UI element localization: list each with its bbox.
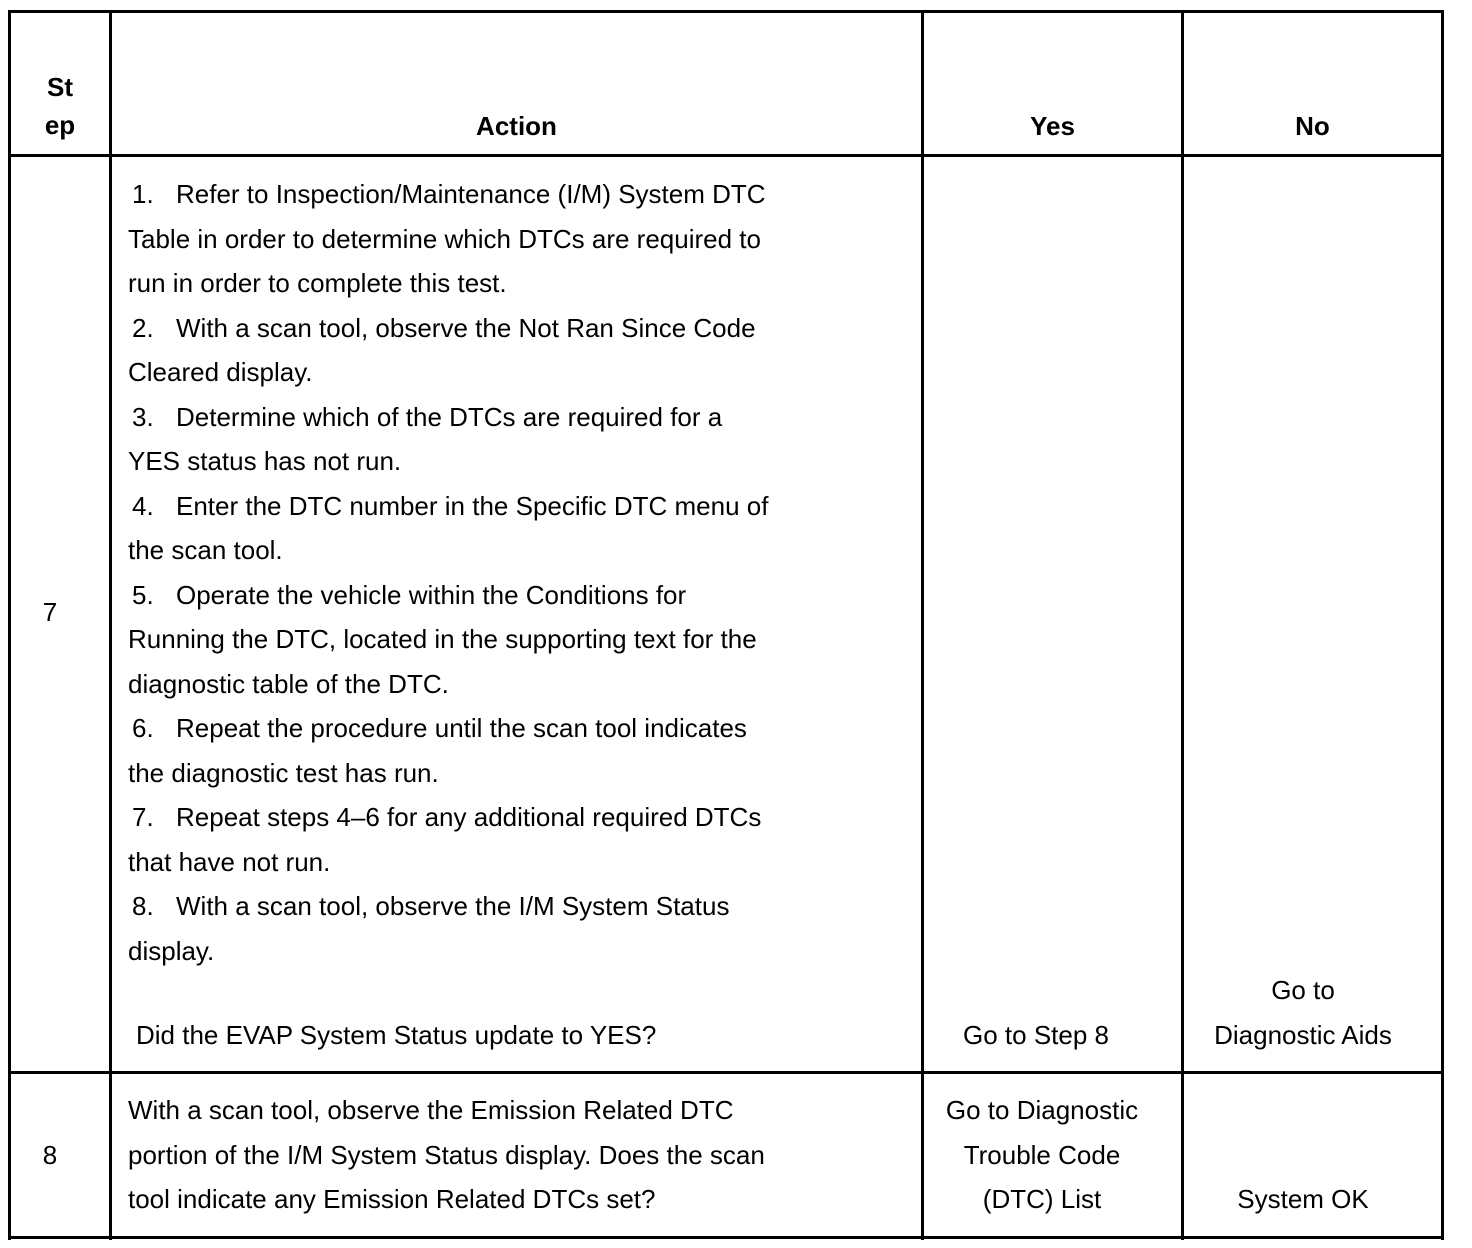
table-border-right [1441, 10, 1444, 1240]
no-result-line2: Diagnostic Aids [1214, 1019, 1392, 1050]
item-text-cont: display. [128, 935, 215, 966]
action-step-8 [128, 1088, 918, 1222]
item-number: 7. [132, 802, 154, 832]
header-divider [8, 154, 1444, 157]
action-line: With a scan tool, observe the Emission Related DTC [128, 1095, 734, 1125]
item-text-cont: Cleared display. [128, 357, 313, 387]
yes-result-step-7: Go to Step 8 [963, 1020, 1109, 1050]
list-item [128, 573, 908, 707]
item-text: Enter the DTC number in the Specific DTC menu of [176, 490, 769, 521]
item-text: Repeat steps 4–6 for any additional required DTCs [176, 802, 762, 832]
item-text: With a scan tool, observe the Not Ran Since Code [176, 312, 756, 343]
action-line: portion of the I/M System Status display. Does the scan [128, 1139, 765, 1170]
step-number-8: 8 [42, 1140, 58, 1170]
item-text-cont: diagnostic table of the DTC. [128, 668, 449, 699]
header-yes: Yes [1030, 111, 1075, 141]
col-divider-step [109, 10, 112, 1240]
question-step-7: Did the EVAP System Status update to YES? [136, 1020, 657, 1050]
step-number-7: 7 [42, 597, 58, 627]
item-number: 1. [132, 179, 154, 209]
header-step-line1: St [47, 72, 73, 102]
header-step [11, 68, 109, 144]
yes-result-line3: (DTC) List [982, 1184, 1102, 1214]
table-border-bottom [8, 1236, 1444, 1239]
item-text: Refer to Inspection/Maintenance (I/M) System DTC [176, 179, 766, 209]
header-action: Action [476, 111, 557, 141]
item-text-cont: run in order to complete this test. [128, 268, 507, 298]
no-result-line1: Go to [1271, 975, 1335, 1005]
list-item [128, 795, 908, 884]
item-number: 5. [132, 579, 154, 610]
item-number: 6. [132, 713, 154, 743]
list-item [128, 395, 908, 484]
no-result-step-8: System OK [1237, 1184, 1369, 1214]
no-result-step-7 [1184, 968, 1422, 1057]
item-number: 2. [132, 312, 154, 343]
list-item [128, 484, 908, 573]
item-text: Repeat the procedure until the scan tool indicates [176, 713, 747, 743]
list-item [128, 306, 908, 395]
item-text: Operate the vehicle within the Conditions for [176, 579, 687, 610]
list-item [128, 706, 908, 795]
list-item [128, 884, 908, 973]
item-text: Determine which of the DTCs are required for a [176, 401, 723, 432]
yes-result-line1: Go to Diagnostic [945, 1095, 1139, 1125]
item-text: With a scan tool, observe the I/M System Status [176, 891, 730, 921]
table-border-top [8, 10, 1444, 13]
list-item [128, 172, 908, 306]
item-text-cont: Table in order to determine which DTCs are required to [128, 223, 761, 254]
row-divider [8, 1071, 1444, 1074]
item-number: 4. [132, 490, 154, 521]
yes-result-line2: Trouble Code [963, 1139, 1121, 1170]
item-text-cont: the scan tool. [128, 535, 283, 565]
item-number: 8. [132, 891, 154, 921]
item-text-cont: that have not run. [128, 846, 331, 877]
header-step-line2: ep [44, 110, 76, 140]
diagnostic-table [8, 10, 1444, 1240]
header-no: No [1295, 111, 1330, 141]
yes-result-step-8 [924, 1088, 1160, 1222]
action-list-step-7 [128, 172, 908, 973]
action-line: tool indicate any Emission Related DTCs set? [128, 1184, 656, 1214]
item-text-cont: the diagnostic test has run. [128, 757, 439, 788]
item-text-cont: Running the DTC, located in the supporting text for the [128, 624, 757, 654]
item-text-cont: YES status has not run. [128, 446, 402, 476]
item-number: 3. [132, 401, 154, 432]
